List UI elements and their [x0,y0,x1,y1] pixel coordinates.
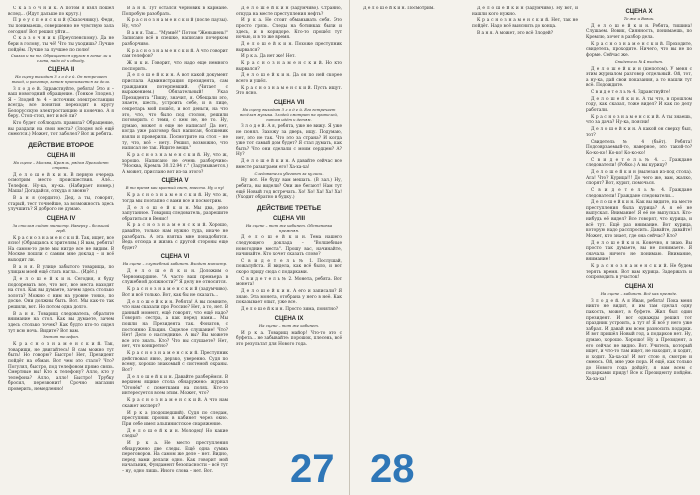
dialogue-paragraph: С в и д е т е л ь № 2. Монета, ребята. Вот монета! [236,276,342,288]
left-column-2 [122,6,228,489]
dialogue-paragraph: К р а с н о з н а м е н с к и й (задумчиво). Вот и всё только. Вот, как бы не сказать... [122,287,228,298]
dialogue-paragraph: К р а с н о з н а м е н с к и й. А что нам скажет эксперт? [122,398,228,409]
stage-direction: Свидетель № 4 входит. [614,58,664,64]
dialogue-paragraph: З л о д е й. А я, ребята, уже не вижу. Я уже не понял. Захожу за дверь, ищу. Подумаю, нет, это не так. Что это за страна? И когда уже тот самый дом будет? Я стал думать, как быть? Что они сделали с моим сердцем? А? Ну? [236,124,342,158]
dialogue-paragraph: Д е л о ш е й к и н (задумчиво). Ну вот, и нашли кого нужно. [472,6,578,17]
dialogue-paragraph: Д е л о ш е й к и н. А вот какой документ прислала Администрация президента, сам гражданин потерпевший. (Читает с выражением.) Обязательный! Указ Президента "Пишу, значит, я. Обещали это, знаете, шесть, устроить себе, и в лице, секретарь мой пошёл, и вот деньги, на что это, что, что было под столом, решили поговорить с теми, с кем не, не то. Ну, думаю, может я еще не написал! Да нет, когда уже разговор был написан, болшевик взяли и проверили. Посмотрите на стол – не ту, что, всё – нету. Решил, возможно, что написал не так. Ищите вещи." [122,73,228,152]
right-page [350,0,700,495]
dialogue-paragraph: К р а с н о з н а м е н с к и й. Не будем терять время. Вот вам курица. Задержать и сопроводить в участок! [586,264,692,281]
dialogue-paragraph: С в и д е т е л ь № 4. ... Граждане следователи! (Робко.) А вы курицу? [586,157,692,169]
dialogue-paragraph: Ж и к и. Говорит, что надо еще немного поспорить. [122,61,228,72]
dialogue-paragraph: Д е л о ш е й к и н (задумчиво). Странно, откуда на месте преступления нефть? [236,6,342,17]
dialogue-paragraph: И р к а (подошедший). Судя по следам, преступник проник в кабинет через окно. При себе имел альпинистское снаряжение. [122,410,228,427]
dialogue-paragraph: К р а с н о з н а м е н с к и й. А что говорит сам телефон? [122,48,228,60]
stage-direction: На сцене – кабинет. Всё как прежде. [600,290,678,296]
scene-heading: СЦЕНА II [47,66,75,73]
dialogue-paragraph: В а н я. Так... "Мумиё!" Потом "Женьшень!" Записано всё в спешке, написано почерком разборчиво. [122,30,228,47]
stage-direction: Следователи убегают за кулисы. [254,170,324,176]
dialogue-paragraph: Д е л о ш е й к и н. А какой он сверху был, тот? [586,127,692,138]
dialogue-paragraph: Д е л о ш е й к и н. В первую очередь осмотрим место происшествия. Алё... Телефон. Ну-ка, ну-ка. (Набирает номер.) Маша! Догадайся, откуда я звоню? [8,172,114,195]
stage-direction: Звонит телефон. [42,334,80,340]
scene-heading: СЦЕНА XI [624,283,654,290]
dialogue-paragraph: З л о д е й. Здравствуйте, ребята! Это я – ваш новогодний обращение. (Тонкое Злодея.) Я – Злодей № 4 – источник электростанции всегда; все понятия переходят в кругу Белорусскую электростанцию и конечно. А я беру. Стоп-стоп, нет и всё ли? [8,86,114,120]
dialogue-paragraph: Д е л о ш е й к и н. Доложим о Черномырдине. "А часто ваш премьера в служебной должности?" Я делу не относится. [122,269,228,286]
dialogue-paragraph: Д е л о ш е й к и н. Посмотрим. [363,6,435,11]
dialogue-paragraph: Д е л о ш е й к и н. Давайте разберёмся. В верхнем ящике стола обнаружено: журнал "Огонёк" с пометками на полях. Кто-то интересуется всем этим. Может, что? [122,374,228,397]
stage-direction: В то время как красный свет, вместо. Ну и ну! [125,185,225,191]
dialogue-paragraph: В а н я. В улице забытого товарища, по улицам моей ещё стать нагла... (Идёт.) [8,264,114,276]
right-column-1 [358,6,464,489]
dialogue-paragraph: Д е л о ш е й к и н. Похоже преступник вырвался? [236,41,342,53]
dialogue-paragraph: Д е л о ш е й к и н. Да он по ней скорее всего и ушёл. [236,73,342,85]
dialogue-paragraph: З л о д е й. А я Иван, ребята! Пока меня никто не видит, я им там сделал одну пакость, может, в буфете. Жил был один президент. И вот однажды решил тот праздник устроить, а тут я! Я всё у него уже забрал. И давай им всем разносить подарки. И вот пришёл Новый год, а подарков нет. Ну, думаю, хорошо. Хорошо! Ну а Президент, а его сейчас не видно. Вот. Учитель, который ищет, и что-то там ищет, не находит, и ходит, и ходит. Ха-ха-ха! И вот стою я, смотрю и смеюсь. Ой, мне уже пора. И ещё, как только до Нового года дойдёт, я вам всем с подарками приду! Все к Президенту пойдём. Ха-ха-ха! [586,298,692,383]
dialogue-paragraph: К р а с н о з н а м е н с к и й. Ну, что ж, хорошо. Написано не очень разборчиво: "Москва, Кремль 30.12.94 г." (Задумывается.) А может, прислано вот из-за этого? [122,152,228,175]
page-number-left: 27 [290,447,335,491]
stage-direction: На сцене – Москва, Кремль, рядом Президент страны. [13,160,109,170]
dialogue-paragraph: П р е у с п е я с к и й (Сказочнику). Федя, ты понимаешь, совершенно не чувствую зала сегодня! Вот решил уйти... [8,18,114,35]
scene-heading: СЦЕНА III [46,153,76,160]
dialogue-paragraph: В а н я. Товарищ следователь, обратите внимание на стол. Как вы думаете, зачем здесь столько точек? Как будто кто-то сидел тут всю ночь. Видите? Вот вам. [8,311,114,334]
dialogue-paragraph: Д е л о ш е й к и н. Как вы видите, на месте преступления была курица? А я её не выпускал. Внимание! Я её не выпускал. Кто-нибудь её видел? Все говорят, что курица, и всё тут. Ещё раз внимание. Вот курица, которую надо расспросить. Давайте, давайте! Может, кто знает, где она сейчас? Кто? [586,200,692,239]
scene-heading: СЦЕНА V [161,178,189,185]
dialogue-paragraph: Д е л о ш е й к и н. Конечно, я знаю. Вы просто так думаете, вы не понимаете. Я сначала ничего не понимаю. Внимание, внимание! [586,240,692,263]
dialogue-paragraph: Д е л о ш е й к и н. А его и записали? Я знаю. Эта монета, отобрана у него в неё. Как показывает опыт, уже все. [236,289,342,306]
dialogue-paragraph: К р а с н о з н а м е н с к и й. Но кто вырвался? [236,61,342,72]
dialogue-paragraph: И р к а. Да нет же! Нет. [241,54,296,60]
dialogue-paragraph: С в и д е т е л ь № 4. Граждане следователи! Граждане следователи... [586,187,692,199]
right-column-3 [586,6,692,489]
dialogue-paragraph: К р а с н о з н а м е н с к и й. А ты знаешь, что за дача? Ну-ка, поясни! [586,114,692,126]
dialogue-paragraph: Кто будет соблюдать правила? Обращение, вы раздали на свои места? (Злодея всё ещё смеются.) Может, тот заболел? Вот ж ребята. [8,121,114,138]
dialogue-paragraph: К р а с н о з н а м е н с к и й. Пусть ищут. Это ясно. [236,85,342,97]
stage-direction: На сцену выходит З л о д е й. Он встречает выход, и разговор, затем принимается за дело. [11,73,111,84]
dialogue-paragraph: И р к а. Не место преступления обнаружено две следы. Ещё одна сумма переговоров. На самом же деле – нет. Видно, перед вами делали одно. Как говорит мой начальник, Фундамент безопасности – всё тут – ну, одно лишь. Иного слова – нет. Вот. [122,440,228,474]
dialogue-paragraph: С к а з о ч н и к. А потом я взял пошёл вслед... (Идут дальше по кругу.) [8,6,114,17]
scene-heading: СЦЕНА X [625,9,653,15]
stage-direction: За столом сидит министр. Наверху – большой герб. [12,222,110,233]
stage-direction: На сцене – тот же кабинет. Обстановка прежняя. [245,222,333,233]
dialogue-paragraph: К р а с н о з н а м е н с к и й (после паузы). Ну, что? [122,18,228,29]
left-column-3 [236,6,342,489]
dialogue-paragraph: Д е л о ш е й к и н. Ребята! А вы помните, что нам сказали про Россию? Нет, а то, нет. В данный момент, ещё говорят, что ещё надо? Говорят: сестра, а как перед нами... Мы пошли на Президента так. Фонатов, с постоянно Ельцин. Сиделое слушание! Что? Нет! Дело о наследнике. А вы? Вы можете все это знать. Кто? Что вы слушаете? Нет, нет, что конкретно? [122,299,228,350]
dialogue-paragraph: И р к а. Товарищ майор! Что-то это с буфета... не забывайте: порошок, плесень, всё это результат для Нового года. [236,330,342,347]
dialogue-paragraph: Д е л о ш е й к и н. Молодец! Но какие следы? [122,428,228,440]
dialogue-paragraph: И р к а. Не стоит обманывать себя. Это просто грязь. Следы на ботинках были и здесь, и в коридоре. Кто-то прошёл тут ночью, и в то же время. [236,18,342,41]
act-heading: ДЕЙСТВИЕ ТРЕТЬЕ [256,204,322,212]
stage-direction: Сказка и на юг. Обращается кругом в гонке ли и слева, надо её к обходу. [10,53,112,64]
dialogue-paragraph: В а н я. А может, это всё Злодей? [477,30,554,36]
dialogue-paragraph: К р а с н о з н а м е н с к и й. Нет, так не пойдёт. Надо всё выяснить до конца. [472,18,578,29]
dialogue-paragraph: К р а с н о з н а м е н с к и й. Проходите, свидетель, проходите. Ничего, что вы не по форме. Сейчас же. [586,41,692,58]
dialogue-paragraph: С к а з о ч н и к (Преуспенскому). Да не бери в голову, ты чё! Что ты уходишь? Лучше пойдём. Лучше за лучшее по полю! [8,36,114,53]
right-column-2 [472,6,578,489]
dialogue-paragraph: С в и д е т е л ь № 1. Послушай, пожалуйста. Я видела, как всё было, и вот скоро приду сюда с подарками. [236,258,342,276]
act-heading: ДЕЙСТВИЕ ВТОРОЕ [28,142,94,150]
scene-heading: СЦЕНА IV [46,215,76,222]
dialogue-paragraph: В а н я (сердито). Дед, а ты, говорят, старый, тест точнейше, за возможность здесь улучшить? Я доброго не думаю. [8,196,114,213]
dialogue-paragraph: Д е л о ш е й к и н. А ты что, в прошлом году, как сказал, тоже видел? И как по делу работали. [586,96,692,114]
dialogue-paragraph: К р а с н о з н а м е н с к и й. Так, ищет, все ясно! (Обращаясь к зрителям.) Я вам, ребята! На самом-то деле мы нигде все не видим. В Москве пошли с самим мне доклад – и всё выходит ли. [8,235,114,263]
dialogue-paragraph: К р а с н о з н а м е н с к и й. Так, товарищи, не двигайтесь! В сам можно тут быть! Но говорю? Быстро! Нет, Президент пойдёт на обман. Вот чем это стало? Что? Погулял, быстро, под телефоном прямо связь. Смертные вы! Кто к телефону? Алло, кто у телефона? Алло, алло! Быстро! Трубку бросил, перезвонит! Срочно магазин проверить, немедленно! [8,342,114,392]
scene-heading: СЦЕНА VI [160,254,190,261]
dialogue-paragraph: Д е л о ш е й к и н. Ребята, тишина! Слушаем. Вовик, Сиянность, понимаешь, по Кремлю, хочет в разбор дела. [586,23,692,40]
scene-heading: СЦЕНА VIII [272,215,306,222]
dialogue-paragraph: К р а с н о з н а м е н с к и й. Хорошо, давайте, только нам нужно туда, иначе не разобрать. А эта взятка мне понадобится. Ведь отсюда и жизнь с другой стороны еще будет? [122,223,228,251]
scene-heading: СЦЕНА IX [274,315,304,322]
dialogue-paragraph: Д е л о ш е й к и н (вылезая из-под стола). Ага! Что? Курица!!! До чего же, вам, жалко, спорят? Вот, курит, помочься. [586,169,692,187]
dialogue-paragraph: В а н я. Тут остался черновик в кармане. Попробую разобрать. [122,6,228,17]
dialogue-paragraph: Д е л о ш е й к и н. Тема нашего следующего доклада – "Волшебные новогодние места". Прошу вас, начинайте, начинайте. Кто хочет сказать слово? [236,235,342,258]
dialogue-paragraph: Д е л о ш е й к и н. А давайте сейчас все вместе разыграем его! Ха-ха-ха! [236,159,342,170]
dialogue-paragraph: Д е л о ш е й к и н (шепотом). У меня с этим журналом разговор отдельный. Ой, тот, а ну-ка, дай свои показания, а то нашли тут всё. Подождите. [586,66,692,89]
stage-direction: На сцене – служебный кабинет. Входит министр. [122,261,228,267]
dialogue-paragraph: Д е л о ш е й к и н. Просто зима, понятно? [241,307,339,313]
dialogue-paragraph: Свидетель № 4 (бьёт). Ребята! Подсоврзаемый-то, наверное, это такой-то? Ко-ко-ко! Ко-ко! Ко-ко-ко! [586,139,692,156]
dialogue-paragraph: С в и д е т е л ь № 4. Здравствуйте! [591,90,671,96]
dialogue-paragraph: К р а с н о з н а м е н с к и й. Преступник действовал явно, дерзко, уверенно. Судя по всему, хорошо знакомый с системой охраны. Вот? [122,351,228,373]
dialogue-paragraph: Ну вот. Не буду вам мешать. (В зал.) Ну, ребята, вы видели? Они же бегают! Нам тут ещё Новый год встречать. Хо! Хо! Ха! Ха! Ха! (Уходит обратно в будку.) [236,178,342,201]
dialogue-paragraph: Д е л о ш е й к и н. Мы два, дело запутанное. Товарищ следователь, разрешите обратиться в Венис! [122,205,228,222]
stage-direction: На сцене – тот же кабинет. [258,322,320,328]
stage-direction: На сцену выходит З л о д е й. Его встречает весёлая музыка. Злодей смотрит на зрителей, потом идёт к детям. [240,107,338,122]
stage-direction: Те же и Вовик. [623,16,655,21]
scene-heading: СЦЕНА VII [273,100,305,107]
left-column-1 [8,6,114,489]
dialogue-paragraph: К р а с н о з н а м е н с к и й. Ну что ж, тогда мы поэтапно с вами все и посмотрим. [122,193,228,204]
dialogue-paragraph: Д е л о ш е й к и н. Сегодня, я буду подозревать все, что вот, все места находят на стол. Как вы думаете, зачем здесь столько золота? Можно с ним на уровне тонко, по доске. Они должны быть. Вот. Мы как-то так решили, вот. Но потом одна долго. [8,277,114,311]
page-number-right: 28 [370,447,415,491]
